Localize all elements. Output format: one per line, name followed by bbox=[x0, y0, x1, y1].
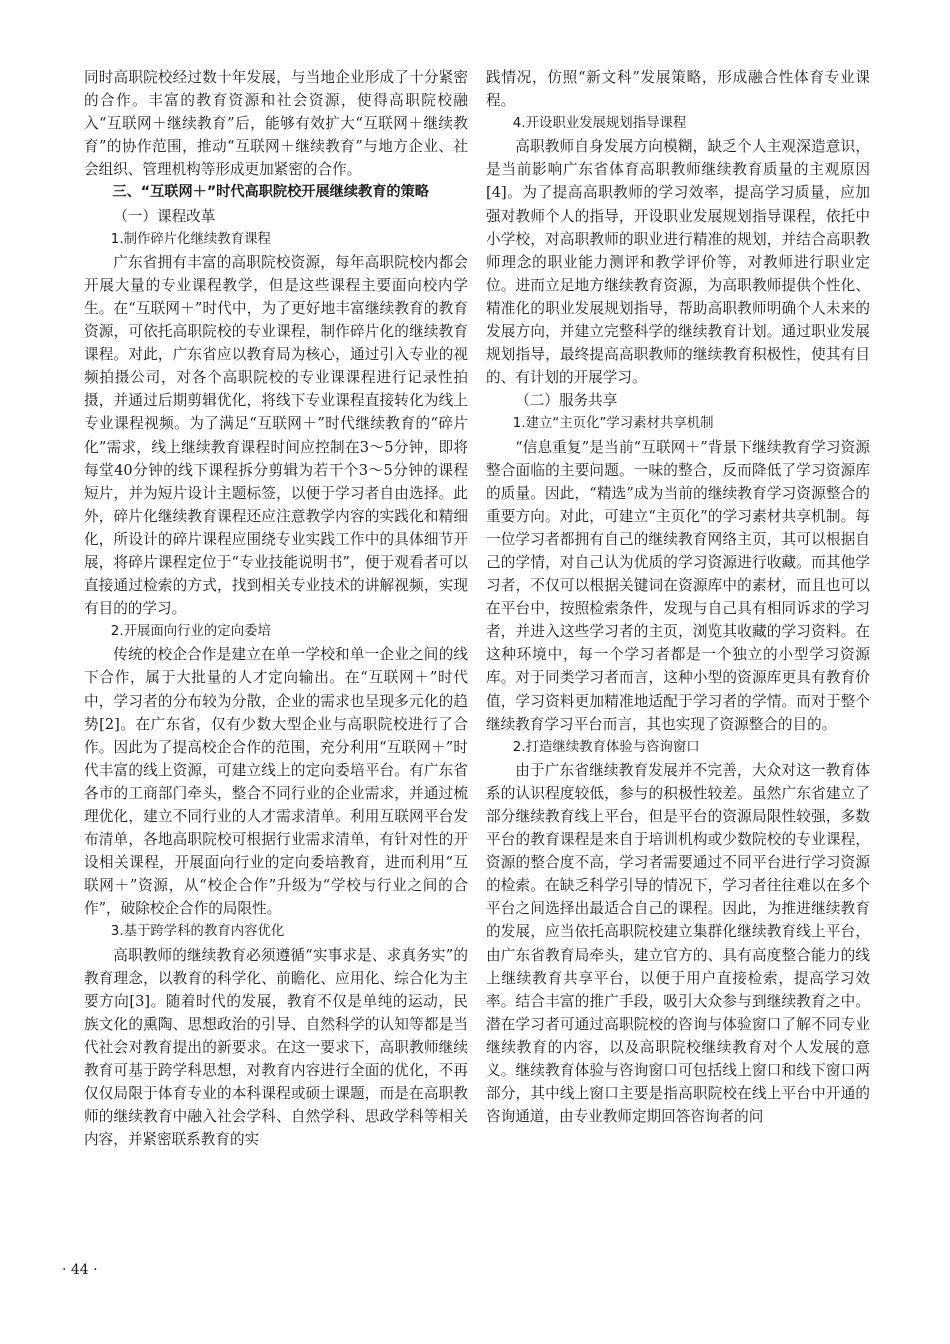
paragraph: 践情况，仿照“新文科”发展策略，形成融合性体育专业课程。 bbox=[486, 69, 870, 110]
item-heading: 1.制作碎片化继续教育课程 bbox=[110, 231, 271, 247]
paragraph: “信息重复”是当前“互联网＋”背景下继续教育学习资源整合面临的主要问题。一味的整合，反而降低了学习资源库的质量。因此，“精选”成为当前的继续教育学习资源整合的重要方向。对此，可建立“主页化”的学习素材共享机制。每一位学习者都拥有自己的继续教育网络主页，其可以根据自己的学情，对自己认为优质的学习资源进行收藏。而其他学习者，不仅可以根据关键词在资源库中的素材，而且也可以在平台中，按照检索条件，发现与自己具有相同诉求的学习者，并进入这些学习者的主页，浏览其收藏的学习资料。在这种环境中，每一个学习者都是一个独立的小型学习资源库。对于同类学习者而言，这种小型的资源库更具有教育价值，学习资料更加精准地适配于学习者的学情。而对于整个继续教育学习平台而言，其也实现了资源整合的目的。 bbox=[486, 438, 870, 733]
item-heading: 2.打造继续教育体验与咨询窗口 bbox=[512, 739, 700, 755]
item-heading: 3.基于跨学科的教育内容优化 bbox=[110, 924, 285, 940]
paragraph: 由于广东省继续教育发展并不完善，大众对这一教育体系的认识程度较低，参与的积极性较差。虽然广东省建立了部分继续教育线上平台，但是平台的资源局限性较强，多数平台的教育课程是来自于培训机构或少数院校的专业课程，资源的整合度不高，学习者需要通过不同平台进行学习资源的检索。在缺乏科学引导的情况下，学习者往往难以在多个平台之间选择出最适合自己的课程。因此，为推进继续教育的发展，应当依托高职院校建立集群化继续教育线上平台，由广东省教育局牵头，建立官方的、具有高度整合能力的线上继续教育共享平台，以便于用户直接检索，提高学习效率。结合丰富的推广手段，吸引大众参与到继续教育之中。潜在学习者可通过高职院校的咨询与体验窗口了解不同专业继续教育的内容，以及高职院校继续教育对个人发展的意义。继续教育体验与咨询窗口可包括线上窗口和线下窗口两部分，其中线上窗口主要是指高职院校在线上平台中开通的咨询通道，由专业教师定期回答咨询者的问 bbox=[486, 761, 870, 1126]
left-column bbox=[84, 66, 468, 1151]
paragraph: 高职教师的继续教育必须遵循“实事求是、求真务实”的教育理念，以教育的科学化、前瞻化、应用化、综合化为主要方向[3]。随着时代的发展，教育不仅是单纯的运动，民族文化的熏陶、思想政治的引导、自然科学的认知等都是当代社会对教育提出的新要求。在这一要求下，高职教师继续教育可基于跨学科思想，对教育内容进行全面的优化，不再仅仅局限于体育专业的本科课程或硕士课题，而是在高职教师的继续教育中融入社会学科、自然学科、思政学科等相关内容，并紧密联系教育的实 bbox=[84, 946, 468, 1149]
paragraph: 传统的校企合作是建立在单一学校和单一企业之间的线下合作，属于大批量的人才定向输出。在“互联网＋”时代中，学习者的分布较为分散，企业的需求也呈现多元化的趋势[2]。在广东省，仅有少数大型企业与高职院校进行了合作。因此为了提高校企合作的范围，充分利用“互联网＋”时代丰富的线上资源，可建立线上的定向委培平台。有广东省各市的工商部门牵头，整合不同行业的企业需求，并通过梳理优化，建立不同行业的人才需求清单。利用互联网平台发布清单，各地高职院校可根据行业需求清单，有针对性的开设相关课程，开展面向行业的定向委培教育，进而利用“互联网＋”资源，从“校企合作”升级为“学校与行业之间的合作”，破除校企合作的局限性。 bbox=[84, 646, 468, 918]
subsection-heading: （二）服务共享 bbox=[515, 392, 618, 410]
item-heading: 2.开展面向行业的定向委培 bbox=[110, 624, 271, 640]
item-heading: 1.建立“主页化”学习素材共享机制 bbox=[512, 416, 714, 432]
item-heading: 4.开设职业发展规划指导课程 bbox=[512, 116, 687, 132]
paragraph: 广东省拥有丰富的高职院校资源，每年高职院校内都会开展大量的专业课程教学，但是这些课程主要面向校内学生。在“互联网＋”时代中，为了更好地丰富继续教育的教育资源，可依托高职院校的专业课程，制作碎片化的继续教育课程。对此，广东省应以教育局为核心，通过引入专业的视频拍摄公司，对各个高职院校的专业课课程进行记录性拍摄，并通过后期剪辑优化，将线下专业课程直接转化为线上专业课程视频。为了满足“互联网＋”时代继续教育的“碎片化”需求，线上继续教育课程时间应控制在3～5分钟，即将每堂40分钟的线下课程拆分剪辑为若干个3～5分钟的课程短片，并为短片设计主题标签，以便于学习者自由选择。此外，碎片化继续教育课程还应注意教学内容的实践化和精细化，所设计的碎片课程应围绕专业实践工作中的具体细节开展，将碎片课程定位于“专业技能说明书”，便于观看者可以直接通过检索的方式，找到相关专业技术的讲解视频，实现有目的的学习。 bbox=[84, 253, 468, 618]
paragraph: 同时高职院校经过数十年发展，与当地企业形成了十分紧密的合作。丰富的教育资源和社会资源，使得高职院校融入“互联网＋继续教育”后，能够有效扩大“互联网＋继续教育”的协作范围，推动“互联网＋继续教育”与地方企业、社会组织、管理机构等形成更加紧密的合作。 bbox=[84, 69, 468, 179]
right-column bbox=[486, 66, 870, 1128]
section-heading: 三、“互联网＋”时代高职院校开展继续教育的策略 bbox=[112, 184, 429, 201]
page-number: · 44 · bbox=[62, 1262, 98, 1278]
paragraph: 高职教师自身发展方向模糊，缺乏个人主观深造意识，是当前影响广东省体育高职教师继续教育质量的主观原因[4]。为了提高高职教师的学习效率，提高学习质量，应加强对教师个人的指导，开设职业发展规划指导课程，依托中小学校，对高职教师的职业进行精准的规划，并结合高职教师理念的职业能力测评和教学评价等，对教师进行职业定位。进而立足地方继续教育资源，为高职教师提供个性化、精准化的职业发展规划指导，帮助高职教师明确个人未来的发展方向，并建立完整科学的继续教育计划。通过职业发展规划指导，最终提高高职教师的继续教育积极性，使其有目的、有计划的开展学习。 bbox=[486, 138, 870, 387]
subsection-heading: （一）课程改革 bbox=[113, 207, 216, 225]
